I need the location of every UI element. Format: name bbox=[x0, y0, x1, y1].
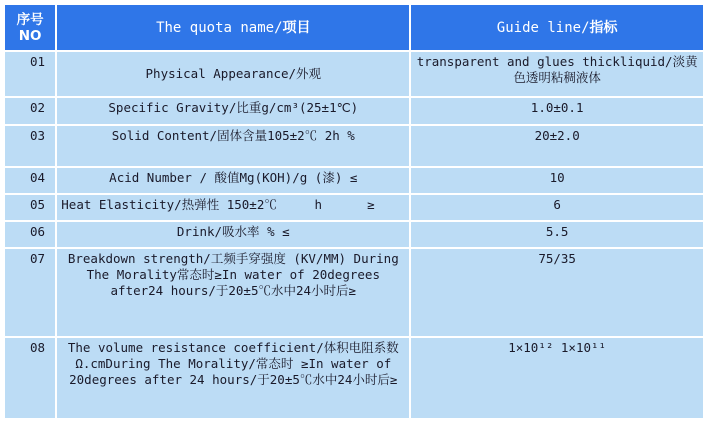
quota-name: Physical Appearance/外观 bbox=[57, 52, 409, 96]
quota-name: Specific Gravity/比重g/cm³(25±1℃) bbox=[57, 98, 409, 123]
guide-value: transparent and glues thickliquid/淡黄色透明粘稠液体 bbox=[411, 52, 703, 96]
row-number: 07 bbox=[5, 249, 55, 335]
table-row bbox=[5, 168, 703, 193]
header-quota-name-cn: 项目 bbox=[282, 19, 311, 36]
row-number: 08 bbox=[5, 338, 55, 418]
row-number: 01 bbox=[5, 52, 55, 96]
guide-value: 5.5 bbox=[411, 222, 703, 247]
guide-value: 6 bbox=[411, 195, 703, 220]
header-quota-name bbox=[57, 5, 409, 50]
header-row bbox=[5, 5, 703, 50]
quota-name: Drink/吸水率 % ≤ bbox=[57, 222, 409, 247]
quota-name: The volume resistance coefficient/体积电阻系数Ω.cmDuring The Morality/常态时 ≥In water of 20degrees after 24 hours/于20±5℃水中24小时后≥ bbox=[57, 338, 409, 418]
header-guide-line bbox=[411, 5, 703, 50]
row-number: 05 bbox=[5, 195, 55, 220]
row-number: 03 bbox=[5, 126, 55, 166]
row-number: 02 bbox=[5, 98, 55, 123]
table-row bbox=[5, 222, 703, 247]
row-number: 04 bbox=[5, 168, 55, 193]
header-guide-line-en: Guide line/ bbox=[496, 19, 590, 36]
header-no: 序号NO bbox=[5, 5, 55, 50]
table-row bbox=[5, 52, 703, 96]
guide-value: 1×10¹² 1×10¹¹ bbox=[411, 338, 703, 418]
table-row bbox=[5, 249, 703, 335]
specification-table bbox=[3, 3, 705, 420]
guide-value: 75/35 bbox=[411, 249, 703, 335]
guide-value: 10 bbox=[411, 168, 703, 193]
header-quota-name-en: The quota name/ bbox=[156, 19, 283, 36]
row-number: 06 bbox=[5, 222, 55, 247]
table-row bbox=[5, 126, 703, 166]
quota-name: Solid Content/固体含量105±2℃ 2h % bbox=[57, 126, 409, 166]
table-row bbox=[5, 195, 703, 220]
table-row bbox=[5, 338, 703, 418]
guide-value: 1.0±0.1 bbox=[411, 98, 703, 123]
table-row bbox=[5, 98, 703, 123]
quota-name: Breakdown strength/工频手穿强度 (KV/MM) During The Morality常态时≥In water of 20degrees after24 hours/于20±5℃水中24小时后≥ bbox=[57, 249, 409, 335]
header-guide-line-cn: 指标 bbox=[589, 19, 618, 36]
quota-name: Acid Number / 酸值Mg(KOH)/g (漆) ≤ bbox=[57, 168, 409, 193]
quota-name: Heat Elasticity/热弹性 150±2℃ h ≥ bbox=[57, 195, 409, 220]
guide-value: 20±2.0 bbox=[411, 126, 703, 166]
